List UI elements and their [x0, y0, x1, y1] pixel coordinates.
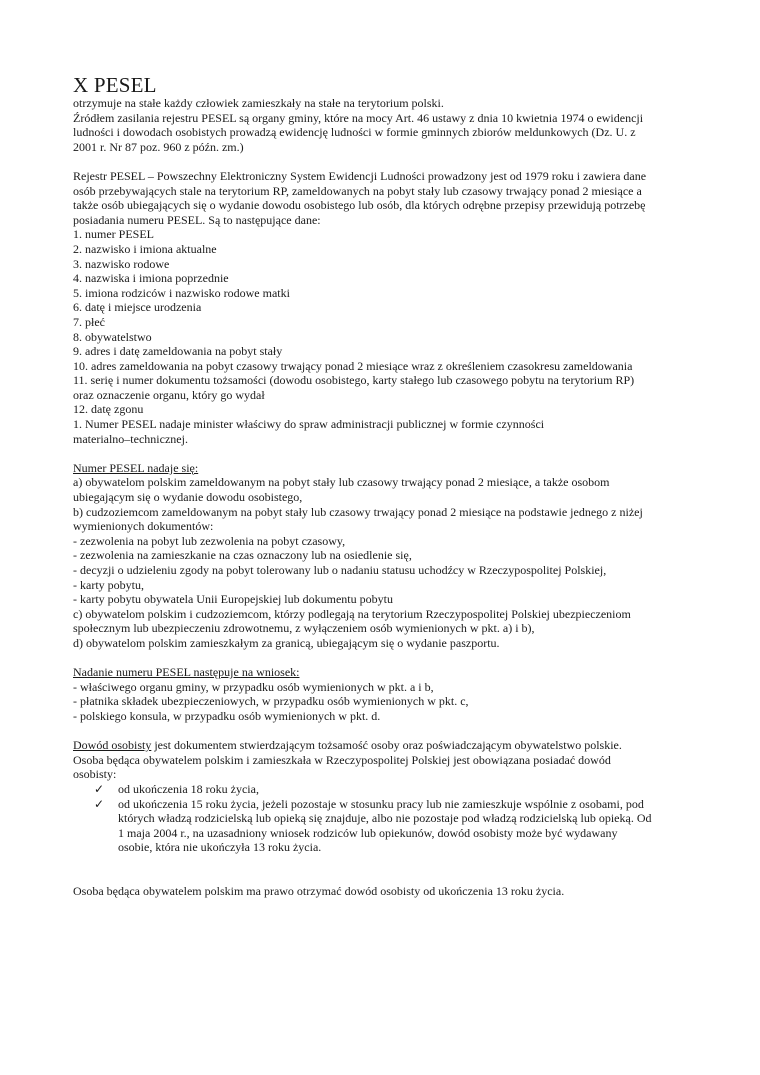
- nadaje-line: b) cudzoziemcom zameldowanym na pobyt stały lub czasowy trwający ponad 2 miesiące na podstawie jednego z niżej: [73, 504, 643, 519]
- section-heading: Numer PESEL nadaje się:: [73, 460, 199, 475]
- nadaje-line: - karty pobytu,: [73, 577, 144, 592]
- dowod-line: Osoba będąca obywatelem polskim i zamieszkała w Rzeczypospolitej Polskiej jest obowiązana posiadać dowód: [73, 752, 611, 767]
- paragraph-gap: [73, 446, 700, 461]
- data-list-item: 3. nazwisko rodowe: [73, 256, 170, 271]
- wniosek-section: [73, 665, 700, 723]
- data-list-item: oraz oznaczenie organu, który go wydał: [73, 387, 265, 402]
- document-title: X PESEL: [73, 73, 157, 97]
- wniosek-line: - polskiego konsula, w przypadku osób wymienionych w pkt. d.: [73, 708, 381, 723]
- nadaje-section: [73, 461, 700, 651]
- dowod-definition: jest dokumentem stwierdzającym tożsamość osoby oraz poświadczającym obywatelstwo polskie.: [151, 738, 622, 753]
- data-list-item: 4. nazwiska i imiona poprzednie: [73, 271, 229, 286]
- checklist-item: [94, 796, 700, 855]
- section-heading: Nadanie numeru PESEL następuje na wniosek:: [73, 665, 300, 680]
- rejestr-line: także osób ubiegających się o wydanie dowodu osobistego lub osób, dla których odrębne przepisy przewidują potrzebę: [73, 198, 646, 213]
- paragraph-gap: [73, 651, 700, 666]
- nadaje-line: społecznym lub ubezpieczeniu zdrowotnemu, z wyłączeniem osób wymienionych w pkt. a) i b),: [73, 621, 535, 636]
- checklist-text: osobie, która nie ukończyła 13 roku życia.: [118, 840, 322, 855]
- rejestr-line: Rejestr PESEL – Powszechny Elektroniczny System Ewidencji Ludności prowadzony jest od 1979 roku i zawiera dane: [73, 168, 647, 183]
- intro-section: [73, 96, 700, 154]
- rejestr-section: [73, 169, 700, 446]
- data-list-item: 1. numer PESEL: [73, 227, 154, 242]
- nadaje-line: - decyzji o udzieleniu zgody na pobyt tolerowany lub o nadaniu statusu uchodźcy w Rzeczypospolitej Polskiej,: [73, 563, 607, 577]
- checklist-text: od ukończenia 18 roku życia,: [118, 781, 259, 796]
- closing-paragraph: Osoba będąca obywatelem polskim ma prawo otrzymać dowód osobisty od ukończenia 13 roku życia.: [73, 884, 565, 899]
- nadaje-line: c) obywatelom polskim i cudzoziemcom, którzy podlegają na terytorium Rzeczypospolitej Polskiej ubezpieczeniom: [73, 606, 631, 621]
- checklist-text: których władzą rodzicielską lub opieką się znajduje, albo nie pozostaje pod władzą rodzicielską lub opieką. Od: [118, 811, 652, 826]
- data-list-item: 9. adres i datę zameldowania na pobyt stały: [73, 344, 283, 359]
- rejestr-line: posiadania numeru PESEL. Są to następujące dane:: [73, 212, 321, 227]
- dowod-line: osobisty:: [73, 767, 117, 782]
- dowod-intro-line: [73, 738, 700, 753]
- nadaje-line: wymienionych dokumentów:: [73, 519, 214, 534]
- nadaje-line: - karty pobytu obywatela Unii Europejskiej lub dokumentu pobytu: [73, 592, 393, 607]
- dowod-term: Dowód osobisty: [73, 738, 152, 753]
- checklist-text: od ukończenia 15 roku życia, jeżeli pozostaje w stosunku pracy lub nie zamieszkuje wspólnie z osobami, pod: [118, 796, 644, 811]
- data-list-item: 5. imiona rodziców i nazwisko rodowe matki: [73, 285, 290, 300]
- check-icon: ✓: [94, 781, 105, 796]
- nadaje-line: - zezwolenia na pobyt lub zezwolenia na pobyt czasowy,: [73, 533, 346, 548]
- check-icon: ✓: [94, 796, 105, 811]
- data-list-item: 8. obywatelstwo: [73, 329, 152, 344]
- paragraph-gap: [73, 869, 700, 884]
- checklist: [73, 782, 700, 855]
- wniosek-line: - właściwego organu gminy, w przypadku osób wymienionych w pkt. a i b,: [73, 679, 434, 694]
- nadaje-line: ubiegającym się o wydanie dowodu osobistego,: [73, 490, 303, 505]
- intro-line: ludności i dowodach osobistych prowadzą ewidencję ludności w formie gminnych zbiorów meldunkowych (Dz. U. z: [73, 125, 636, 140]
- data-list-item: 11. serię i numer dokumentu tożsamości (dowodu osobistego, karty stałego lub czasowego pobytu na terytorium RP): [73, 373, 635, 388]
- rejestr-line: 1. Numer PESEL nadaje minister właściwy do spraw administracji publicznej w formie czynności: [73, 417, 545, 432]
- data-list-item: 10. adres zameldowania na pobyt czasowy trwający ponad 2 miesiące wraz z określeniem czasokresu zameldowania: [73, 358, 633, 373]
- intro-line: Źródłem zasilania rejestru PESEL są organy gminy, które na mocy Art. 46 ustawy z dnia 10 kwietnia 1974 o ewidencji: [73, 110, 644, 125]
- intro-line: otrzymuje na stałe każdy człowiek zamieszkały na stałe na terytorium polski.: [73, 96, 444, 110]
- nadaje-line: d) obywatelom polskim zamieszkałym za granicą, ubiegającym się o wydanie paszportu.: [73, 635, 500, 650]
- data-list-item: 6. datę i miejsce urodzenia: [73, 300, 202, 315]
- dowod-section: [73, 738, 700, 855]
- nadaje-line: a) obywatelom polskim zameldowanym na pobyt stały lub czasowy trwający ponad 2 miesiące, a także osobom: [73, 475, 610, 490]
- data-list-item: 12. datę zgonu: [73, 402, 144, 417]
- data-list-item: 7. płeć: [73, 314, 105, 329]
- paragraph-gap: [73, 154, 700, 169]
- checklist-item: [94, 781, 700, 797]
- rejestr-line: materialno–technicznej.: [73, 431, 188, 446]
- nadaje-line: - zezwolenia na zamieszkanie na czas oznaczony lub na osiedlenie się,: [73, 548, 412, 563]
- paragraph-gap: [73, 855, 700, 870]
- rejestr-line: osób przebywających stale na terytorium RP, zameldowanych na pobyt stały lub czasowy trwający ponad 2 miesiące a: [73, 183, 642, 198]
- data-list-item: 2. nazwisko i imiona aktualne: [73, 241, 217, 256]
- intro-line: 2001 r. Nr 87 poz. 960 z późn. zm.): [73, 139, 244, 154]
- checklist-text: 1 maja 2004 r., na uzasadniony wniosek rodziców lub opiekunów, dowód osobisty może być wydawany: [118, 825, 618, 840]
- paragraph-gap: [73, 724, 700, 739]
- wniosek-line: - płatnika składek ubezpieczeniowych, w przypadku osób wymienionych w pkt. c,: [73, 694, 469, 709]
